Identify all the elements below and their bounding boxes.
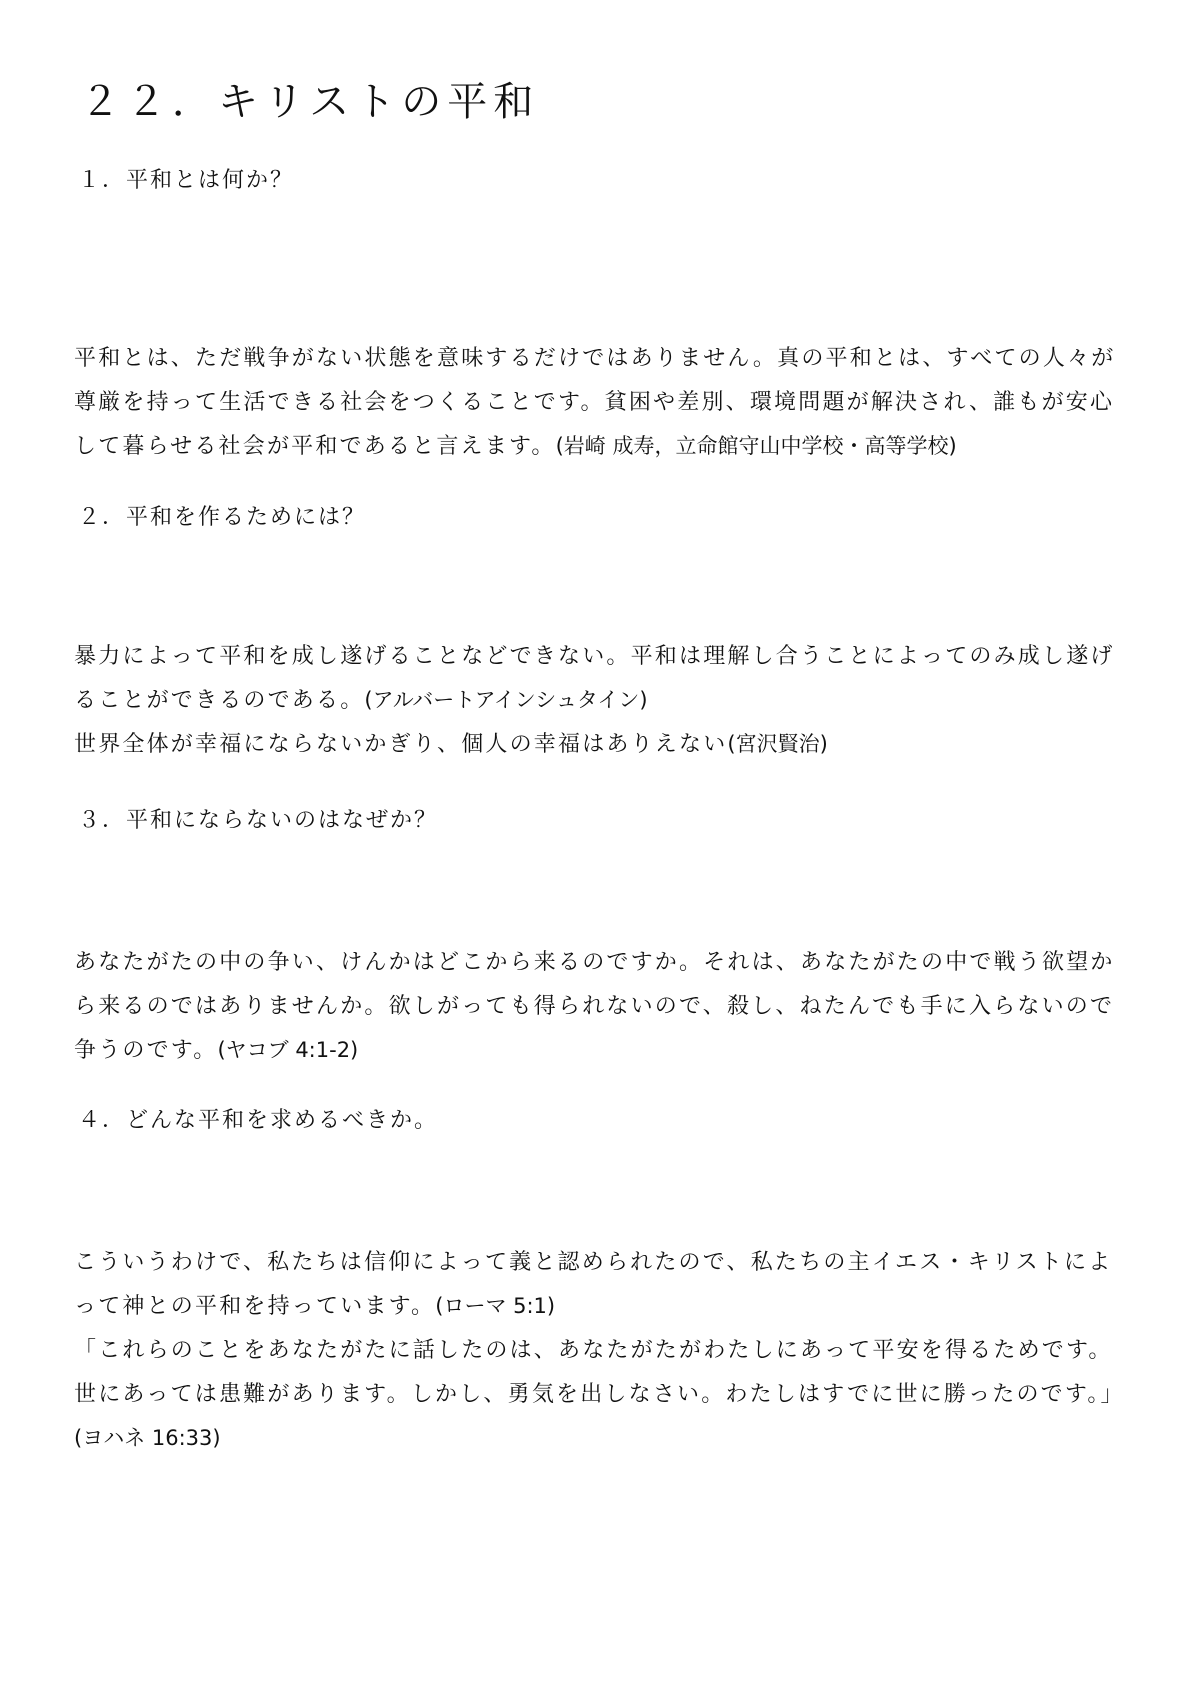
body-line — [74, 336, 1134, 380]
line-text: 尊厳を持って生活できる社会をつくることです。貧困や差別、環境問題が解決され、誰もが安心 — [74, 390, 1115, 415]
line-text: ることができるのである。 — [74, 688, 365, 713]
line-text: 争うのです。 — [74, 1038, 218, 1063]
section-heading-4: ４．どんな平和を求めるべきか。 — [78, 1108, 439, 1133]
section-body-3 — [74, 940, 1134, 1072]
line-citation: (岩崎 成寿，立命館守山中学校・高等学校) — [555, 434, 957, 458]
body-line — [74, 984, 1134, 1028]
body-line — [74, 1416, 1134, 1460]
line-citation: (ヨハネ 16:33) — [74, 1426, 221, 1450]
body-line — [74, 722, 1134, 766]
line-citation: (ヤコブ 4:1-2) — [217, 1038, 359, 1062]
line-text: ら来るのではありませんか。欲しがっても得られないので、殺し、ねたんでも手に入らないので — [74, 994, 1115, 1019]
body-line — [74, 678, 1134, 722]
body-line — [74, 380, 1134, 424]
line-text: 「これらのことをあなたがたに話したのは、あなたがたがわたしにあって平安を得るためです。 — [74, 1338, 1113, 1363]
body-line — [74, 424, 1134, 468]
page-title: ２２．キリストの平和 — [80, 79, 540, 125]
line-text: こういうわけで、私たちは信仰によって義と認められたので、私たちの主イエス・キリストによ — [74, 1250, 1113, 1275]
line-citation: (宮沢賢治) — [727, 732, 828, 756]
body-line — [74, 1028, 1134, 1072]
line-citation: (アルバートアインシュタイン) — [364, 688, 648, 712]
section-heading-1: １．平和とは何か？ — [78, 168, 295, 193]
body-line — [74, 940, 1134, 984]
body-line — [74, 634, 1134, 678]
line-text: 暴力によって平和を成し遂げることなどできない。平和は理解し合うことによってのみ成し遂げ — [74, 644, 1115, 669]
line-text: 平和とは、ただ戦争がない状態を意味するだけではありません。真の平和とは、すべての人々が — [74, 346, 1116, 371]
section-heading-3: ３．平和にならないのはなぜか？ — [78, 808, 439, 833]
body-line — [74, 1240, 1134, 1284]
line-text: あなたがたの中の争い、けんかはどこから来るのですか。それは、あなたがたの中で戦う欲望か — [74, 950, 1115, 975]
section-body-2 — [74, 634, 1134, 766]
line-text: 世にあっては患難があります。しかし、勇気を出しなさい。わたしはすでに世に勝ったのです。」 — [74, 1382, 1125, 1407]
section-body-4 — [74, 1240, 1134, 1460]
line-citation: (ローマ 5:1) — [435, 1294, 556, 1318]
section-heading-2: ２．平和を作るためには？ — [78, 505, 367, 530]
line-text: 世界全体が幸福にならないかぎり、個人の幸福はありえない — [74, 732, 728, 757]
line-text: して暮らせる社会が平和であると言えます。 — [74, 434, 556, 459]
body-line — [74, 1284, 1134, 1328]
line-text: って神との平和を持っています。 — [74, 1294, 436, 1319]
body-line — [74, 1372, 1134, 1416]
body-line — [74, 1328, 1134, 1372]
section-body-1 — [74, 336, 1134, 468]
